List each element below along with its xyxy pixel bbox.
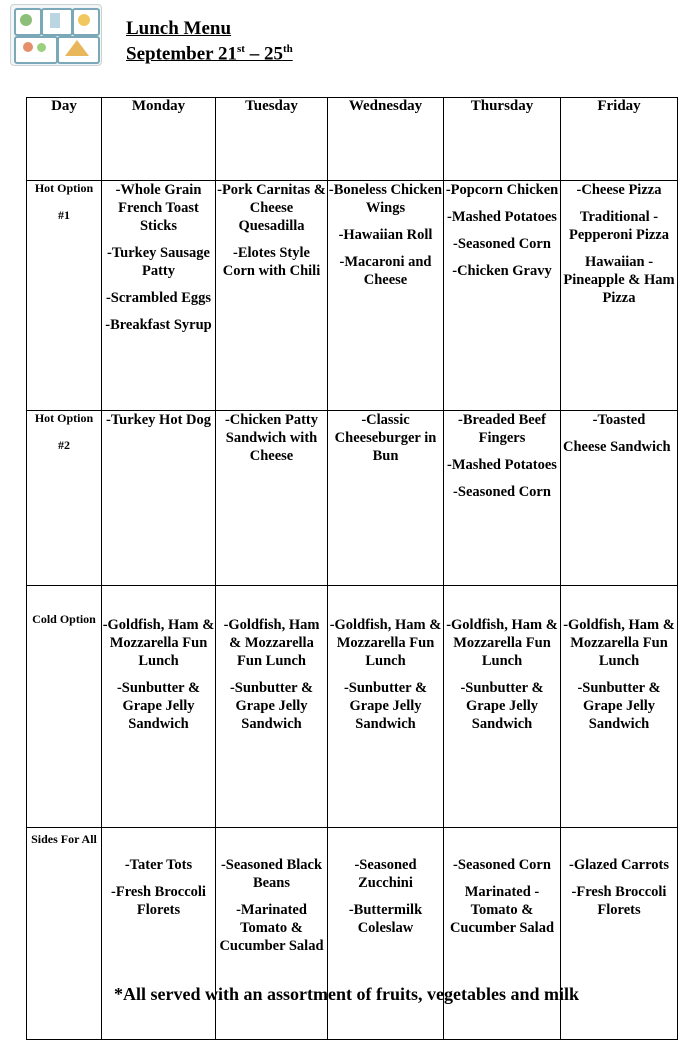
row-label-hot-option-2 [27, 411, 102, 586]
menu-item: -Fresh Broccoli Florets [571, 884, 667, 918]
table-row [27, 828, 678, 1040]
row-label-text: Hot Option [34, 411, 94, 425]
day-header-wednesday: Wednesday [328, 98, 444, 181]
fruit-icon [78, 14, 90, 26]
menu-cell [328, 828, 444, 1040]
menu-item: -Sunbutter & Grape Jelly Sandwich [229, 680, 314, 732]
menu-cell [444, 828, 561, 1040]
menu-item: -Goldfish, Ham & Mozzarella Fun Lunch [446, 617, 558, 669]
menu-item: -Goldfish, Ham & Mozzarella Fun Lunch [563, 617, 675, 669]
salad-icon [20, 14, 32, 26]
menu-cell [216, 181, 328, 411]
row-label-number: #1 [58, 208, 70, 222]
menu-cell [102, 586, 216, 828]
menu-cell [444, 181, 561, 411]
day-header-tuesday: Tuesday [216, 98, 328, 181]
menu-cell [328, 181, 444, 411]
row-label-cold-option [27, 586, 102, 828]
page-title: Lunch Menu [126, 18, 232, 39]
table-row [27, 411, 678, 586]
menu-cell [216, 411, 328, 586]
menu-item: -Pork Carnitas & Cheese Quesadilla [217, 182, 326, 234]
menu-item: -Sunbutter & Grape Jelly Sandwich [343, 680, 428, 732]
menu-item: -Mashed Potatoes [447, 457, 557, 473]
menu-item: -Goldfish, Ham & Mozzarella Fun Lunch [329, 617, 442, 669]
lunch-tray-logo [10, 4, 102, 66]
menu-item: Cheese Sandwich [563, 439, 671, 455]
menu-item: -Sunbutter & Grape Jelly Sandwich [116, 680, 201, 732]
menu-cell [444, 586, 561, 828]
menu-item: -Turkey Sausage Patty [106, 245, 210, 279]
menu-item: -Cheese Pizza [576, 182, 662, 198]
menu-cell [102, 828, 216, 1040]
pizza-slice-icon [65, 40, 89, 56]
tray-compartment [14, 36, 58, 64]
menu-cell [102, 181, 216, 411]
menu-item: -Breaded Beef Fingers [458, 412, 546, 446]
day-column-header: Day [27, 98, 102, 181]
menu-item: -Whole Grain French Toast Sticks [115, 182, 202, 234]
milk-carton-icon [50, 13, 60, 28]
menu-cell [102, 411, 216, 586]
menu-item: -Seasoned Zucchini [354, 857, 417, 891]
menu-item: -Elotes Style Corn with Chili [222, 245, 321, 279]
menu-item: -Sunbutter & Grape Jelly Sandwich [460, 680, 544, 732]
menu-item: -Scrambled Eggs [105, 290, 212, 306]
row-label-hot-option-1 [27, 181, 102, 411]
menu-item: -Hawaiian Roll [338, 227, 433, 243]
menu-item: -Seasoned Corn [453, 236, 551, 252]
week-dates: September 21st – 25th [126, 43, 293, 65]
row-label-text: Sides For All [31, 832, 97, 846]
menu-item: -Breakfast Syrup [105, 317, 212, 333]
day-header-monday: Monday [102, 98, 216, 181]
day-header-friday: Friday [561, 98, 678, 181]
lunch-menu-table [26, 97, 678, 1040]
menu-cell [216, 586, 328, 828]
menu-cell [216, 828, 328, 1040]
menu-item: -Popcorn Chicken [445, 182, 559, 198]
menu-item: -Classic Cheeseburger in Bun [334, 412, 437, 464]
menu-item: -Glazed Carrots [569, 857, 669, 873]
menu-cell [561, 181, 678, 411]
menu-item: -Turkey Hot Dog [106, 412, 211, 428]
menu-cell [328, 411, 444, 586]
menu-item: Hawaiian - Pineapple & Ham Pizza [563, 254, 675, 306]
table-row [27, 586, 678, 828]
menu-item: -Marinated Tomato & Cucumber Salad [219, 902, 324, 954]
menu-item: -Boneless Chicken Wings [328, 182, 443, 216]
menu-item: -Sunbutter & Grape Jelly Sandwich [577, 680, 661, 732]
menu-item: -Chicken Gravy [452, 263, 552, 279]
day-header-thursday: Thursday [444, 98, 561, 181]
menu-item: -Chicken Patty Sandwich with Cheese [224, 412, 319, 464]
menu-item: -Seasoned Corn [453, 857, 551, 873]
menu-cell [444, 411, 561, 586]
menu-item: -Seasoned Corn [453, 484, 551, 500]
menu-item: Marinated - Tomato & Cucumber Salad [449, 884, 555, 936]
menu-item: Traditional - Pepperoni Pizza [568, 209, 669, 243]
menu-cell [561, 586, 678, 828]
menu-cell [561, 828, 678, 1040]
menu-item: -Toasted [592, 412, 646, 428]
tomato-icon [23, 42, 33, 52]
vegetable-icon [37, 43, 46, 52]
menu-item: -Macaroni and Cheese [339, 254, 432, 288]
menu-item: -Fresh Broccoli Florets [111, 884, 206, 918]
table-row [27, 181, 678, 411]
menu-cell [561, 411, 678, 586]
menu-item: -Mashed Potatoes [447, 209, 557, 225]
row-label-number: #2 [58, 438, 70, 452]
menu-item: -Goldfish, Ham & Mozzarella Fun Lunch [102, 617, 215, 669]
menu-item: -Seasoned Black Beans [220, 857, 323, 891]
row-label-text: Hot Option [34, 181, 94, 195]
menu-item: -Tater Tots [124, 857, 193, 873]
table-header-row [27, 98, 678, 181]
menu-item: -Goldfish, Ham & Mozzarella Fun Lunch [223, 617, 320, 669]
footer-note: *All served with an assortment of fruits, vegetables and milk [114, 984, 579, 1004]
menu-item: -Buttermilk Coleslaw [348, 902, 423, 936]
row-label-sides-for-all [27, 828, 102, 1040]
row-label-text: Cold Option [32, 612, 96, 626]
menu-cell [328, 586, 444, 828]
